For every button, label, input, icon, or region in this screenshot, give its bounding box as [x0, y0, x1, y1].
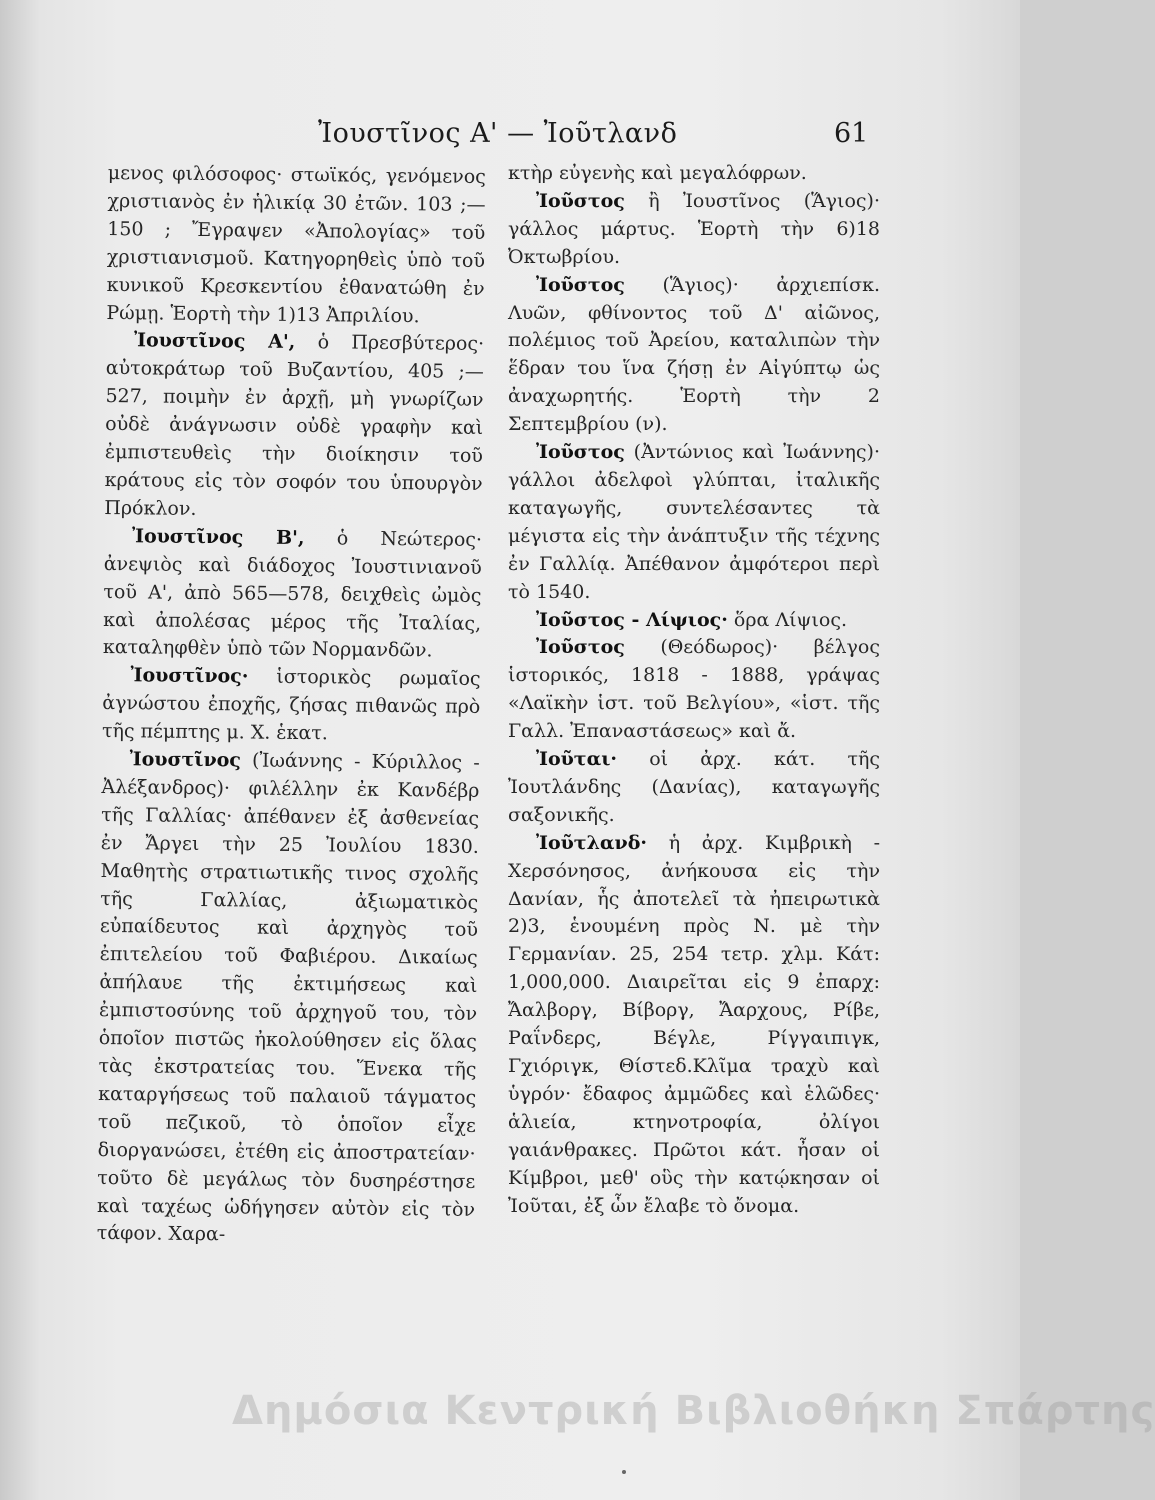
entry-headword: Ἰοῦται·	[536, 748, 618, 771]
entry-paragraph	[508, 607, 880, 635]
print-speck	[622, 1470, 626, 1474]
running-title: Ἰουστῖνος Α' — Ἰοῦτλανδ	[318, 118, 678, 149]
entry-paragraph	[508, 634, 880, 746]
entry-paragraph	[508, 160, 880, 188]
entry-text: ἱστορικὸς ρωμαῖος ἀγνώστου ἐποχῆς, ζήσας πιθανῶς πρὸ τῆς πέμπτης μ. Χ. ἑκατ.	[101, 666, 481, 745]
entry-paragraph	[508, 439, 880, 606]
entry-text: ἡ ἀρχ. Κιμβρικὴ - Χερσόνησος, ἀνήκουσα εἰς τὴν Δανίαν, ἧς ἀποτελεῖ τὰ ἠπειρωτικὰ 2)3, ἑνουμένη πρὸς Ν. μὲ τὴν Γερμανίαν. 25, 254 τετρ. χλμ. Κάτ: 1,000,000. Διαιρεῖται εἰς 9 ἐπαρχ: Ἄαλβοργ, Βίβοργ, Ἄαρχους, Ρίβε, Ραΐνδερς, Βέγλε, Ρίγγαιπιγκ, Γχιόριγκ, Θίστεδ.Κλῖμα τραχὺ καὶ ὑγρόν· ἔδαφος ἀμμῶδες καὶ ἑλῶδες· ἁλιεία, κτηνοτροφία, ὀλίγοι γαιάνθρακες. Πρῶτοι κάτ. ἦσαν οἱ Κίμβροι, μεθ' οὓς τὴν κατῴκησαν οἱ Ἰοῦται, ἐξ ὧν ἔλαβε τὸ ὄνομα.	[508, 831, 880, 1217]
entry-headword: Ἰουστῖνος	[129, 748, 242, 772]
entry-headword: Ἰοῦστος	[536, 636, 625, 659]
right-column	[508, 160, 880, 1220]
entry-text: μενος φιλόσοφος· στωϊκός, γενόμενος χριστιανὸς ἐν ἡλικίᾳ 30 ἐτῶν. 103 ;—150 ; Ἔγραψεν «Ἀπολογίας» τοῦ χριστιανισμοῦ. Κατηγορηθεὶς ὑπὸ τοῦ κυνικοῦ Κρεσκεντίου ἐθανατώθη ἐν Ρώμῃ. Ἑορτὴ τὴν 1)13 Ἀπριλίου.	[106, 161, 486, 327]
entry-text: οἱ ἀρχ. κάτ. τῆς Ἰουτλάνδης (Δανίας), καταγωγῆς σαξονικῆς.	[508, 748, 880, 826]
entry-paragraph	[508, 272, 880, 439]
entry-paragraph	[104, 327, 484, 526]
entry-text: κτὴρ εὐγενὴς καὶ μεγαλόφρων.	[508, 162, 807, 184]
page-number: 61	[834, 118, 869, 149]
entry-headword: Ἰοῦστος	[536, 189, 625, 212]
entry-headword: Ἰοῦτλανδ·	[536, 831, 648, 854]
entry-paragraph	[103, 523, 482, 666]
entry-headword: Ἰοῦστος - Λίψιος·	[536, 608, 728, 631]
entry-text: ἢ Ἰουστῖνος (Ἅγιος)· γάλλος μάρτυς. Ἑορτὴ τὴν 6)18 Ὀκτωβρίου.	[508, 189, 880, 268]
entry-paragraph	[508, 830, 880, 1221]
entry-text: (Ἅγιος)· ἀρχιεπίσκ. Λυῶν, φθίνοντος τοῦ Δ' αἰῶνος, πολέμιος τοῦ Ἀρείου, καταλιπὼν τὴν ἕδραν του ἵνα ζήσῃ ἐν Αἰγύπτῳ ὡς ἀναχωρητής. Ἑορτὴ τὴν 2 Σεπτεμβρίου (ν).	[508, 273, 880, 436]
entry-headword: Ἰουστῖνος Α',	[133, 329, 296, 354]
entry-text: ὁ Πρεσβύτερος· αὐτοκράτωρ τοῦ Βυζαντίου, 405 ;—527, ποιμὴν ἐν ἀρχῇ, μὴ γνωρίζων οὐδὲ ἀνάγνωσιν οὐδὲ γραφὴν καὶ ἐμπιστευθεὶς τὴν διοίκησιν τοῦ κράτους εἰς τὸν σοφόν του ὑπουργὸν Πρόκλον.	[104, 331, 485, 520]
entry-paragraph	[102, 662, 481, 750]
entry-paragraph	[508, 188, 880, 272]
entry-text: (Ἀντώνιος καὶ Ἰωάννης)· γάλλοι ἀδελφοὶ γλύπται, ἰταλικῆς καταγωγῆς, συντελέσαντες τὰ μέγιστα εἰς τὴν ἀνάπτυξιν τῆς τέχνης ἐν Γαλλίᾳ. Ἀπέθανον ἀμφότεροι περὶ τὸ 1540.	[508, 441, 880, 603]
entry-text: ὅρα Λίψιος.	[733, 608, 847, 631]
entry-headword: Ἰουστῖνος·	[130, 664, 249, 688]
entry-text: ὁ Νεώτερος· ἀνεψιὸς καὶ διάδοχος Ἰουστινιανοῦ τοῦ Α', ἀπὸ 565—578, δειχθεὶς ὠμὸς καὶ ἀπολέσας μέρος τῆς Ἰταλίας, καταληφθὲν ὑπὸ τῶν Νορμανδῶν.	[102, 527, 483, 662]
entry-headword: Ἰουστῖνος Β',	[131, 525, 305, 549]
library-watermark: Δημόσια Κεντρική Βιβλιοθήκη Σπάρτης	[232, 1388, 1155, 1434]
entry-paragraph	[106, 160, 486, 331]
running-head	[0, 118, 1020, 158]
entry-paragraph	[508, 746, 880, 830]
entry-text: (Θεόδωρος)· βέλγος ἱστορικός, 1818 - 1888, γράψας «Λαϊκὴν ἱστ. τοῦ Βελγίου», «ἱστ. τῆς Γαλλ. Ἐπαναστάσεως» καὶ ἄ.	[508, 636, 880, 743]
entry-paragraph	[97, 746, 480, 1252]
entry-text: (Ἰωάννης - Κύριλλος - Ἀλέξανδρος)· φιλέλλην ἐκ Κανδέβρ τῆς Γαλλίας· ἀπέθανεν ἐξ ἀσθενείας ἐν Ἄργει τὴν 25 Ἰουλίου 1830. Μαθητὴς στρατιωτικῆς τινος σχολῆς τῆς Γαλλίας, ἀξιωματικὸς εὐπαίδευτος καὶ ἀρχηγὸς τοῦ ἐπιτελείου τοῦ Φαβιέρου. Δικαίως ἀπήλαυε τῆς ἐκτιμήσεως καὶ ἐμπιστοσύνης τοῦ ἀρχηγοῦ του, τὸν ὁποῖον πιστῶς ἠκολούθησεν εἰς ὅλας τὰς ἐκστρατείας του. Ἕνεκα τῆς καταργήσεως τοῦ παλαιοῦ τάγματος τοῦ πεζικοῦ, τὸ ὁποῖον εἶχε διοργανώσει, ἐτέθη εἰς ἀποστρατείαν· τοῦτο δὲ μεγάλως τὸν δυσηρέστησε καὶ ταχέως ὡδήγησεν αὐτὸν εἰς τὸν τάφον. Χαρα-	[96, 749, 480, 1246]
entry-headword: Ἰοῦστος	[536, 441, 625, 464]
entry-headword: Ἰοῦστος	[536, 273, 625, 296]
left-column	[97, 160, 486, 1252]
